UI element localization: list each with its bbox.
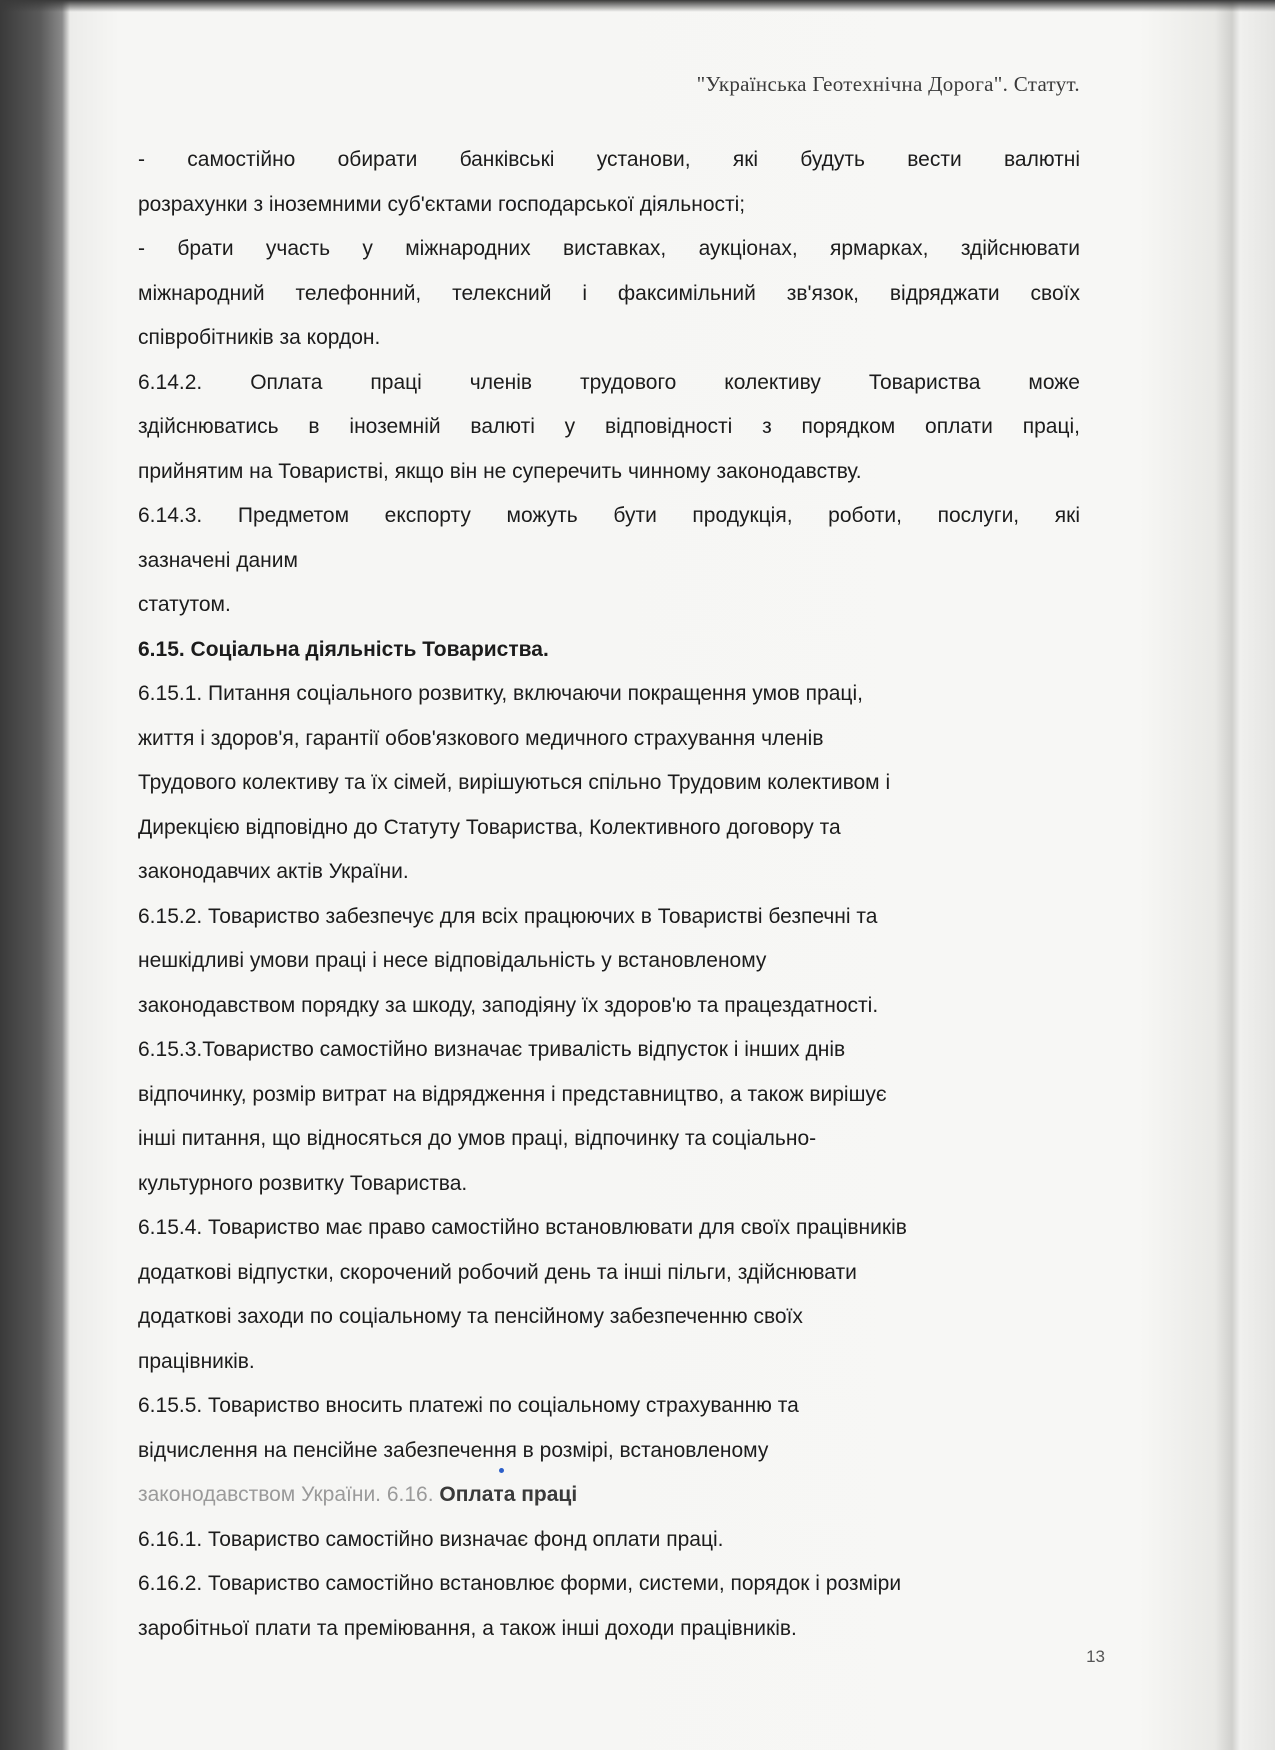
running-header-title: "Українська Геотехнічна Дорога". Статут. (696, 72, 1080, 96)
text-line-26: додаткові відпустки, скорочений робочий день та інші пільги, здійснювати (138, 1260, 857, 1284)
text-line-17: законодавчих актів України. (138, 860, 409, 883)
text-line-24: культурного розвитку Товариства. (138, 1171, 468, 1195)
text-line-4: міжнародний телефонний, телексний і факсимільний зв'язок, відряджати своїх (138, 281, 1080, 305)
text-line-23: інші питання, що відносяться до умов праці, відпочинку та соціально- (138, 1127, 817, 1150)
text-line-21: 6.15.3.Товариство самостійно визначає тривалість відпусток і інших днів (138, 1038, 846, 1061)
document-page (70, 0, 1230, 1750)
text-line-13: 6.15.1. Питання соціального розвитку, включаючи покращення умов праці, (138, 682, 863, 705)
faint-line-prefix: законодавством України. 6.16. (138, 1483, 440, 1506)
text-line-14: життя і здоров'я, гарантії обов'язкового медичного страхування членів (138, 726, 824, 750)
page-number: 13 (1086, 1647, 1105, 1666)
text-line-16: Дирекцією відповідно до Статуту Товариства, Колективного договору та (138, 815, 841, 839)
text-line-8: прийнятим на Товаристві, якщо він не суперечить чинному законодавству. (138, 459, 862, 483)
body-text (138, 138, 1080, 1651)
text-line-11: статутом. (138, 593, 231, 616)
section-heading-6-16: Оплата праці (439, 1483, 578, 1506)
text-line-25: 6.15.4. Товариство має право самостійно встановлювати для своїх працівників (138, 1216, 907, 1239)
text-line-28: працівників. (138, 1349, 255, 1373)
text-line-5: співробітників за кордон. (138, 326, 381, 349)
text-line-33: 6.16.2. Товариство самостійно встановлює форми, системи, порядок і розміри (138, 1572, 902, 1595)
text-line-32: 6.16.1. Товариство самостійно визначає фонд оплати праці. (138, 1527, 724, 1551)
text-line-30: відчислення на пенсійне забезпечення в розмірі, встановленому (138, 1438, 769, 1462)
text-line-22: відпочинку, розмір витрат на відрядження і представництво, а також вирішує (138, 1082, 887, 1106)
text-line-19: нешкідливі умови праці і несе відповідальність у встановленому (138, 949, 767, 972)
text-line-6: 6.14.2. Оплата праці членів трудового колективу Товариства може (138, 370, 1080, 394)
text-line-7: здійснюватись в іноземній валюті у відповідності з порядком оплати праці, (138, 415, 1080, 438)
ink-mark (499, 1468, 504, 1473)
text-line-20: законодавством порядку за шкоду, заподіяну їх здоров'ю та працездатності. (138, 993, 879, 1017)
text-line-3: - брати участь у міжнародних виставках, аукціонах, ярмарках, здійснювати (138, 237, 1080, 260)
text-line-9: 6.14.3. Предметом експорту можуть бути продукція, роботи, послуги, які (138, 504, 1080, 527)
text-line-29: 6.15.5. Товариство вносить платежі по соціальному страхуванню та (138, 1394, 799, 1417)
text-line-1: - самостійно обирати банківські установи, які будуть вести валютні (138, 148, 1080, 171)
text-line-18: 6.15.2. Товариство забезпечує для всіх працюючих в Товаристві безпечні та (138, 904, 878, 928)
text-line-31-faint (138, 1473, 1080, 1518)
text-line-34: заробітньої плати та преміювання, а також інші доходи працівників. (138, 1616, 797, 1640)
text-line-27: додаткові заходи по соціальному та пенсійному забезпеченню своїх (138, 1305, 803, 1328)
text-line-2: розрахунки з іноземними суб'єктами господарської діяльності; (138, 192, 746, 216)
text-line-15: Трудового колективу та їх сімей, вирішуються спільно Трудовим колективом і (138, 771, 891, 794)
section-heading-6-15: 6.15. Соціальна діяльність Товариства. (138, 637, 549, 661)
text-line-10: зазначені даним (138, 548, 298, 572)
